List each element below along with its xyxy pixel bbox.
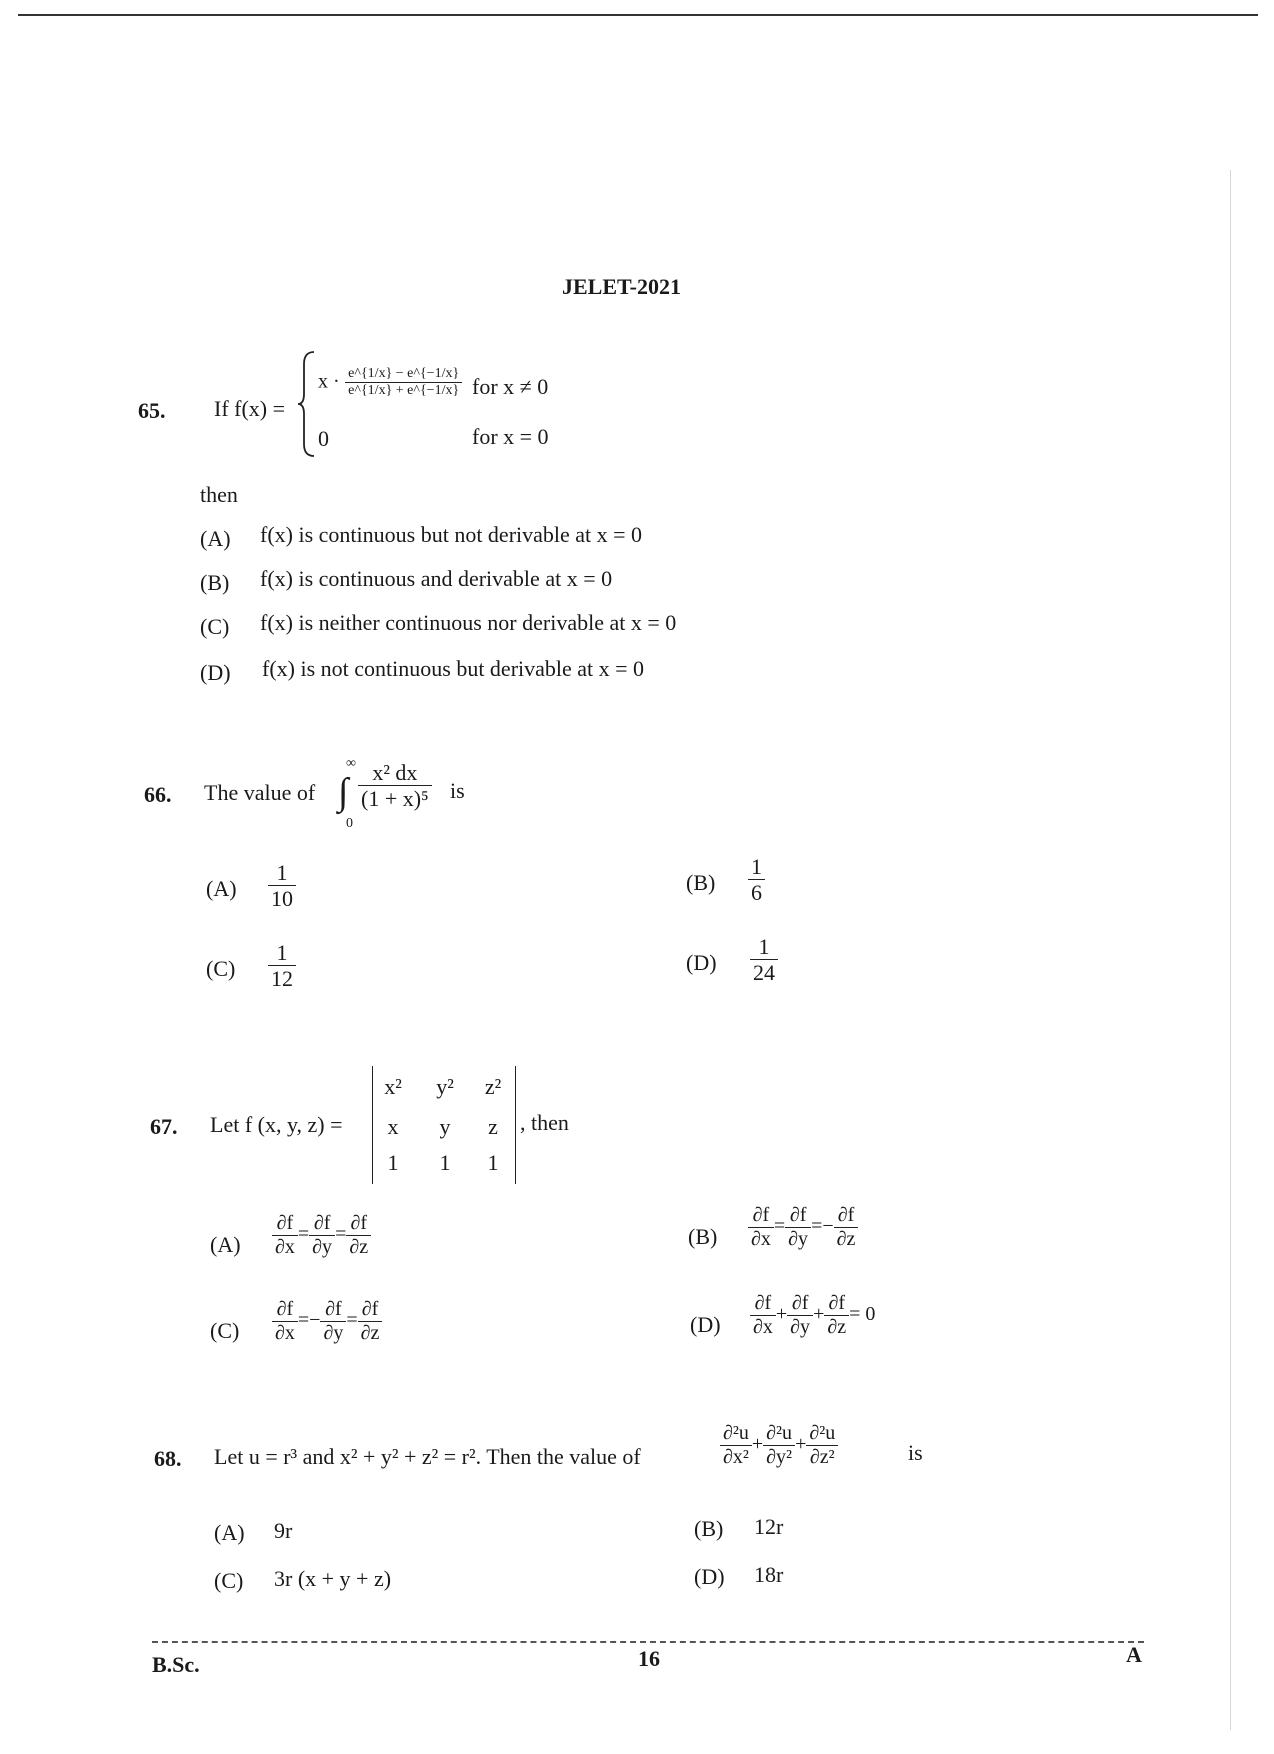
q66-option-a-num: 1 [268, 860, 296, 886]
equals: = [335, 1223, 347, 1246]
q65-stem: If f(x) = [214, 396, 286, 421]
q67-option-c-label: (C) [210, 1318, 240, 1343]
partial-y: ∂y [788, 1228, 809, 1250]
q66-stem-post: is [450, 778, 465, 803]
q66-option-a [268, 860, 296, 912]
q66-option-c-den: 12 [271, 966, 293, 992]
partial-f: ∂f [748, 1204, 774, 1228]
q65-option-b: f(x) is continuous and derivable at x = 0 [260, 566, 613, 591]
det-cell: y [439, 1114, 451, 1139]
d2u: ∂²u [763, 1422, 795, 1446]
q68-option-a: 9r [274, 1518, 293, 1543]
footer-page-number: 16 [638, 1646, 660, 1671]
q66-option-b [748, 854, 765, 906]
det-cell: z [488, 1114, 498, 1139]
q65-case1-cond: for x ≠ 0 [472, 374, 549, 399]
q66-option-b-den: 6 [751, 880, 762, 906]
q66-option-a-den: 10 [271, 886, 293, 912]
q67-option-c [272, 1298, 382, 1345]
partial-z: ∂z [349, 1236, 369, 1258]
q66-integrand-den: (1 + x)⁵ [361, 786, 429, 812]
q65-case1-den: e^{1/x} + e^{−1/x} [348, 383, 460, 399]
q65-option-a: f(x) is continuous but not derivable at x = 0 [260, 522, 643, 547]
equals: = [346, 1309, 358, 1332]
q67-option-b-label: (B) [688, 1224, 718, 1249]
q68-stem-pre: Let u = r³ and x² + y² + z² = r². Then the value of [214, 1444, 641, 1469]
q66-option-c [268, 940, 296, 992]
partial-f: ∂f [824, 1292, 849, 1316]
q68-laplacian [720, 1422, 838, 1469]
q66-integrand-fraction [358, 760, 432, 812]
q66-option-d-num: 1 [750, 934, 778, 960]
q65-option-a-label: (A) [200, 526, 231, 551]
q67-option-d-label: (D) [690, 1312, 721, 1337]
dy2: ∂y² [766, 1446, 793, 1468]
plus: + [751, 1433, 764, 1456]
q66-option-d-label: (D) [686, 950, 717, 975]
partial-f: ∂f [309, 1212, 335, 1236]
partial-f: ∂f [358, 1298, 383, 1322]
partial-f: ∂f [834, 1204, 859, 1228]
q67-option-a-label: (A) [210, 1232, 241, 1257]
q65-option-d-label: (D) [200, 660, 231, 685]
q66-stem-pre: The value of [204, 780, 316, 805]
q68-option-c-label: (C) [214, 1568, 244, 1593]
minus: − [822, 1215, 834, 1238]
determinant-right-bar [515, 1066, 516, 1184]
partial-f: ∂f [320, 1298, 346, 1322]
q66-option-d-den: 24 [753, 960, 775, 986]
determinant-left-bar [372, 1066, 373, 1184]
partial-z: ∂z [827, 1316, 847, 1338]
question-number-66: 66. [144, 782, 172, 807]
q66-integrand-num: x² dx [358, 760, 432, 786]
dx2: ∂x² [723, 1446, 749, 1468]
det-cell: 1 [439, 1150, 451, 1175]
q68-option-b-label: (B) [694, 1516, 724, 1541]
top-rule [18, 14, 1258, 16]
q67-stem-pre: Let f (x, y, z) = [210, 1112, 343, 1137]
partial-z: ∂z [360, 1322, 380, 1344]
q65-then: then [200, 482, 238, 507]
equals: = [773, 1215, 786, 1238]
partial-f: ∂f [787, 1292, 813, 1316]
det-cell: 1 [487, 1150, 499, 1175]
det-cell: x [387, 1114, 399, 1139]
dz2: ∂z² [809, 1446, 835, 1468]
partial-f: ∂f [272, 1212, 298, 1236]
plus: + [775, 1303, 788, 1326]
det-cell: y² [436, 1074, 454, 1099]
q65-option-d: f(x) is not continuous but derivable at x = 0 [262, 656, 645, 681]
q66-integrand [358, 760, 432, 812]
det-cell: 1 [387, 1150, 399, 1175]
right-margin-line [1230, 170, 1231, 1730]
equals: = [811, 1215, 823, 1238]
partial-x: ∂x [275, 1322, 295, 1344]
q66-option-c-num: 1 [268, 940, 296, 966]
footer-set-code: A [1126, 1642, 1142, 1667]
q66-option-a-label: (A) [206, 876, 237, 901]
q65-case2-cond: for x = 0 [472, 424, 549, 449]
partial-f: ∂f [750, 1292, 776, 1316]
d2u: ∂²u [806, 1422, 838, 1446]
partial-y: ∂y [323, 1322, 344, 1344]
q67-option-b [748, 1204, 858, 1251]
q66-int-upper: ∞ [346, 756, 356, 771]
question-number-68: 68. [154, 1446, 182, 1471]
partial-f: ∂f [785, 1204, 811, 1228]
footer-rule [152, 1641, 1144, 1643]
q65-case1-prefix: x · [318, 370, 340, 393]
q68-option-a-label: (A) [214, 1520, 245, 1545]
equals: = [297, 1223, 310, 1246]
q68-option-d-label: (D) [694, 1564, 725, 1589]
partial-x: ∂x [275, 1236, 295, 1258]
det-cell: x² [384, 1074, 402, 1099]
q68-option-c: 3r (x + y + z) [274, 1566, 392, 1591]
q65-brace [296, 350, 316, 458]
q65-case1 [318, 366, 462, 399]
q65-case1-num: e^{1/x} − e^{−1/x} [345, 366, 462, 383]
question-number-67: 67. [150, 1114, 178, 1139]
q67-option-d [750, 1292, 875, 1339]
question-number-65: 65. [138, 398, 166, 423]
q66-int-lower: 0 [346, 816, 353, 831]
partial-y: ∂y [790, 1316, 811, 1338]
partial-z: ∂z [836, 1228, 856, 1250]
plus: + [795, 1433, 807, 1456]
q66-option-b-num: 1 [748, 854, 765, 880]
partial-x: ∂x [751, 1228, 771, 1250]
plus: + [813, 1303, 825, 1326]
q67-stem-post: , then [520, 1110, 569, 1135]
det-cell: z² [484, 1074, 502, 1099]
q68-option-d: 18r [754, 1562, 784, 1587]
q66-option-c-label: (C) [206, 956, 236, 981]
q68-option-b: 12r [754, 1514, 784, 1539]
partial-y: ∂y [312, 1236, 333, 1258]
q66-option-d [750, 934, 778, 986]
equals: = [297, 1309, 310, 1332]
minus: − [309, 1309, 321, 1332]
footer-course: B.Sc. [152, 1652, 200, 1677]
q65-option-c-label: (C) [200, 614, 230, 639]
equals-zero: = 0 [849, 1303, 876, 1326]
q65-case2-val: 0 [318, 426, 329, 451]
q67-option-a [272, 1212, 371, 1259]
q65-option-c: f(x) is neither continuous nor derivable at x = 0 [260, 610, 677, 635]
page-title: JELET-2021 [562, 274, 682, 299]
partial-f: ∂f [346, 1212, 371, 1236]
q65-option-b-label: (B) [200, 570, 230, 595]
d2u: ∂²u [720, 1422, 752, 1446]
partial-f: ∂f [272, 1298, 298, 1322]
q65-case1-fraction [345, 366, 462, 399]
partial-x: ∂x [753, 1316, 773, 1338]
q68-stem-post: is [908, 1440, 923, 1465]
q66-option-b-label: (B) [686, 870, 716, 895]
integral-sign: ∫ [338, 771, 349, 813]
